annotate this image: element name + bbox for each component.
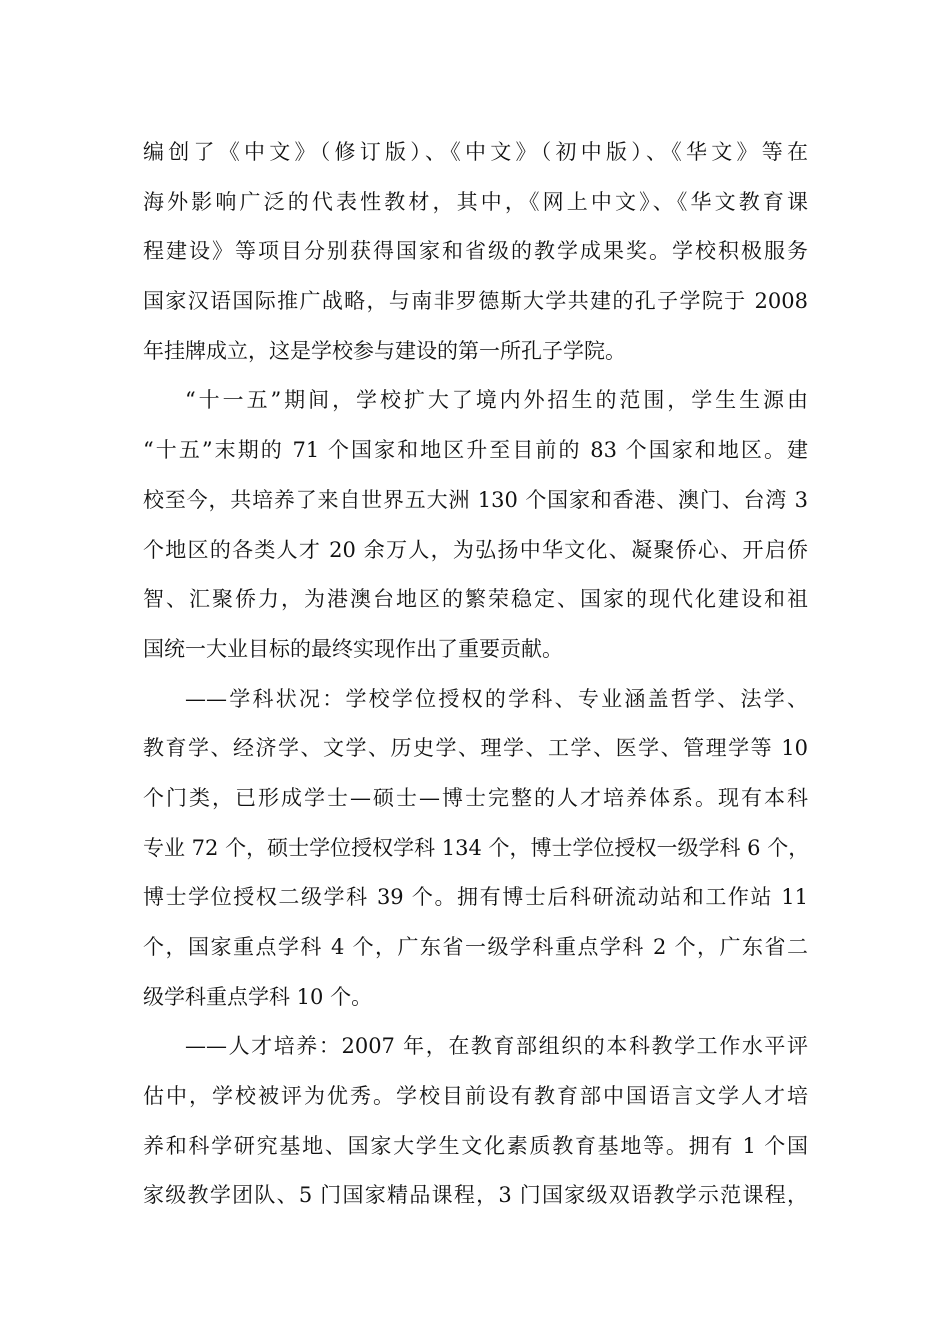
text-line: “十五”末期的 71 个国家和地区升至目前的 83 个国家和地区。建 — [143, 438, 808, 463]
text-line: 家级教学团队、5 门国家精品课程，3 门国家级双语教学示范课程， — [143, 1183, 808, 1208]
text-line: 国统一大业目标的最终实现作出了重要贡献。 — [143, 636, 563, 661]
text-line: 海外影响广泛的代表性教材，其中，《网上中文》、《华文教育课 — [143, 189, 808, 214]
text-line: 博士学位授权二级学科 39 个。拥有博士后科研流动站和工作站 11 — [143, 885, 808, 910]
text-line: ——学科状况：学校学位授权的学科、专业涵盖哲学、法学、 — [185, 686, 808, 711]
text-line: 校至今，共培养了来自世界五大洲 130 个国家和香港、澳门、台湾 3 — [143, 487, 808, 512]
text-line: 教育学、经济学、文学、历史学、理学、工学、医学、管理学等 10 — [143, 736, 808, 761]
text-line: 编创了《中文》（修订版）、《中文》（初中版）、《华文》等在 — [143, 140, 808, 164]
text-line: 级学科重点学科 10 个。 — [143, 984, 373, 1009]
text-line: 个地区的各类人才 20 余万人，为弘扬中华文化、凝聚侨心、开启侨 — [143, 537, 808, 562]
text-line: 养和科学研究基地、国家大学生文化素质教育基地等。拥有 1 个国 — [143, 1133, 808, 1158]
text-line: 程建设》等项目分别获得国家和省级的教学成果奖。学校积极服务 — [143, 239, 808, 264]
text-line: 智、汇聚侨力，为港澳台地区的繁荣稳定、国家的现代化建设和祖 — [143, 587, 808, 612]
text-line: “十一五”期间，学校扩大了境内外招生的范围，学生生源由 — [185, 388, 808, 413]
text-line: 个门类，已形成学士—硕士—博士完整的人才培养体系。现有本科 — [143, 785, 808, 810]
body-text — [143, 128, 808, 1221]
text-line: 专业 72 个，硕士学位授权学科 134 个，博士学位授权一级学科 6 个， — [143, 835, 810, 860]
text-line: 年挂牌成立，这是学校参与建设的第一所孔子学院。 — [143, 338, 626, 363]
text-line: 个，国家重点学科 4 个，广东省一级学科重点学科 2 个，广东省二 — [143, 935, 808, 959]
text-line: 估中，学校被评为优秀。学校目前设有教育部中国语言文学人才培 — [143, 1084, 808, 1109]
text-line: ——人才培养：2007 年，在教育部组织的本科教学工作水平评 — [185, 1034, 808, 1059]
text-line: 国家汉语国际推广战略，与南非罗德斯大学共建的孔子学院于 2008 — [143, 289, 808, 314]
